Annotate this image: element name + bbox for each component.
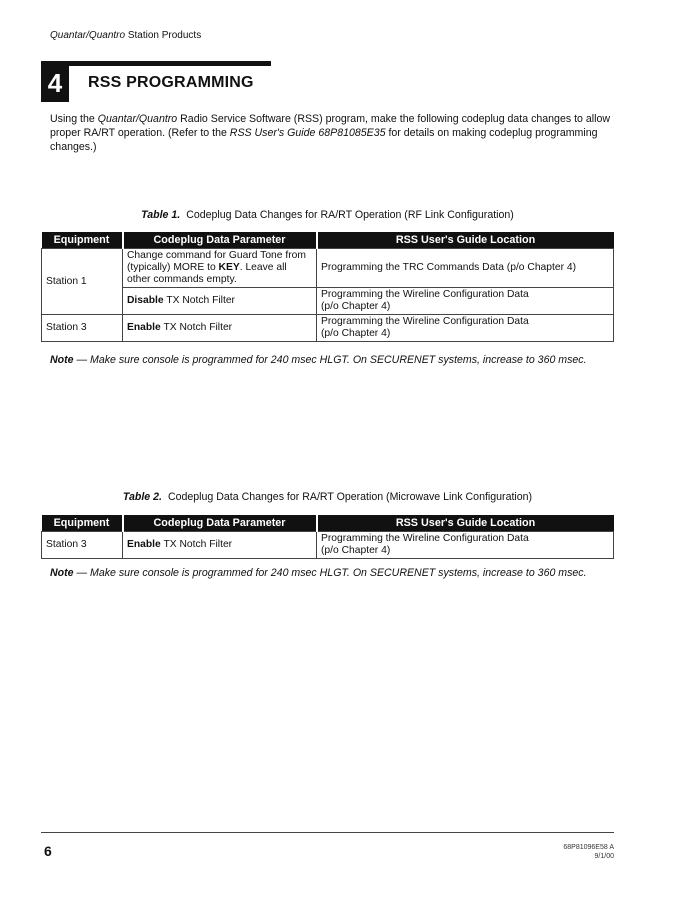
table1-row1-location1: Programming the TRC Commands Data (p/o Chapter 4)	[317, 249, 614, 288]
table1-row1-equipment: Station 1	[42, 249, 123, 315]
document-id: 68P81096E58 A 9/1/00	[563, 844, 614, 860]
table1-header-row	[42, 232, 614, 249]
table-row	[42, 249, 614, 288]
table2-note: Note — Make sure console is programmed for 240 msec HLGT. On SECURENET systems, increase to 360 msec.	[50, 567, 587, 579]
table-row	[42, 532, 614, 559]
table2-header-parameter: Codeplug Data Parameter	[123, 515, 317, 532]
table2-header-location: RSS User's Guide Location	[317, 515, 614, 532]
section-title: RSS PROGRAMMING	[88, 74, 254, 91]
table1	[41, 232, 614, 342]
table1-row2-location: Programming the Wireline Configuration Data (p/o Chapter 4)	[317, 315, 614, 342]
table-row	[42, 288, 614, 315]
table1-row1-param1: Change command for Guard Tone from (typically) MORE to KEY. Leave all other commands empty.	[123, 249, 317, 288]
table1-caption: Table 1. Codeplug Data Changes for RA/RT Operation (RF Link Configuration)	[141, 209, 514, 221]
table2-row1-location: Programming the Wireline Configuration Data (p/o Chapter 4)	[317, 532, 614, 559]
table1-row2-equipment: Station 3	[42, 315, 123, 342]
table1-row1-location2: Programming the Wireline Configuration Data (p/o Chapter 4)	[317, 288, 614, 315]
table1-header-location: RSS User's Guide Location	[317, 232, 614, 249]
table2-caption: Table 2. Codeplug Data Changes for RA/RT Operation (Microwave Link Configuration)	[122, 491, 533, 503]
section-number: 4	[41, 65, 69, 102]
table1-row2-param: Enable TX Notch Filter	[123, 315, 317, 342]
table-row	[42, 315, 614, 342]
table2-header-row	[42, 515, 614, 532]
table1-header-equipment: Equipment	[42, 232, 123, 249]
section-rule	[41, 61, 271, 66]
table1-row1-param2: Disable TX Notch Filter	[123, 288, 317, 315]
table1-note: Note — Make sure console is programmed for 240 msec HLGT. On SECURENET systems, increase to 360 msec.	[50, 354, 587, 366]
running-header: Quantar/Quantro Station Products	[50, 30, 202, 41]
footer-rule	[41, 832, 614, 833]
table2-row1-param: Enable TX Notch Filter	[123, 532, 317, 559]
table2-header-equipment: Equipment	[42, 515, 123, 532]
table2-row1-equipment: Station 3	[42, 532, 123, 559]
intro-paragraph: Using the Quantar/Quantro Radio Service Software (RSS) program, make the following codeplug data changes to allow proper RA/RT operation. (Refer to the RSS User's Guide 68P81085E35 for details on making codeplug programming changes.)	[50, 113, 611, 153]
table2	[41, 515, 614, 559]
table1-header-parameter: Codeplug Data Parameter	[123, 232, 317, 249]
page-number: 6	[44, 843, 52, 859]
